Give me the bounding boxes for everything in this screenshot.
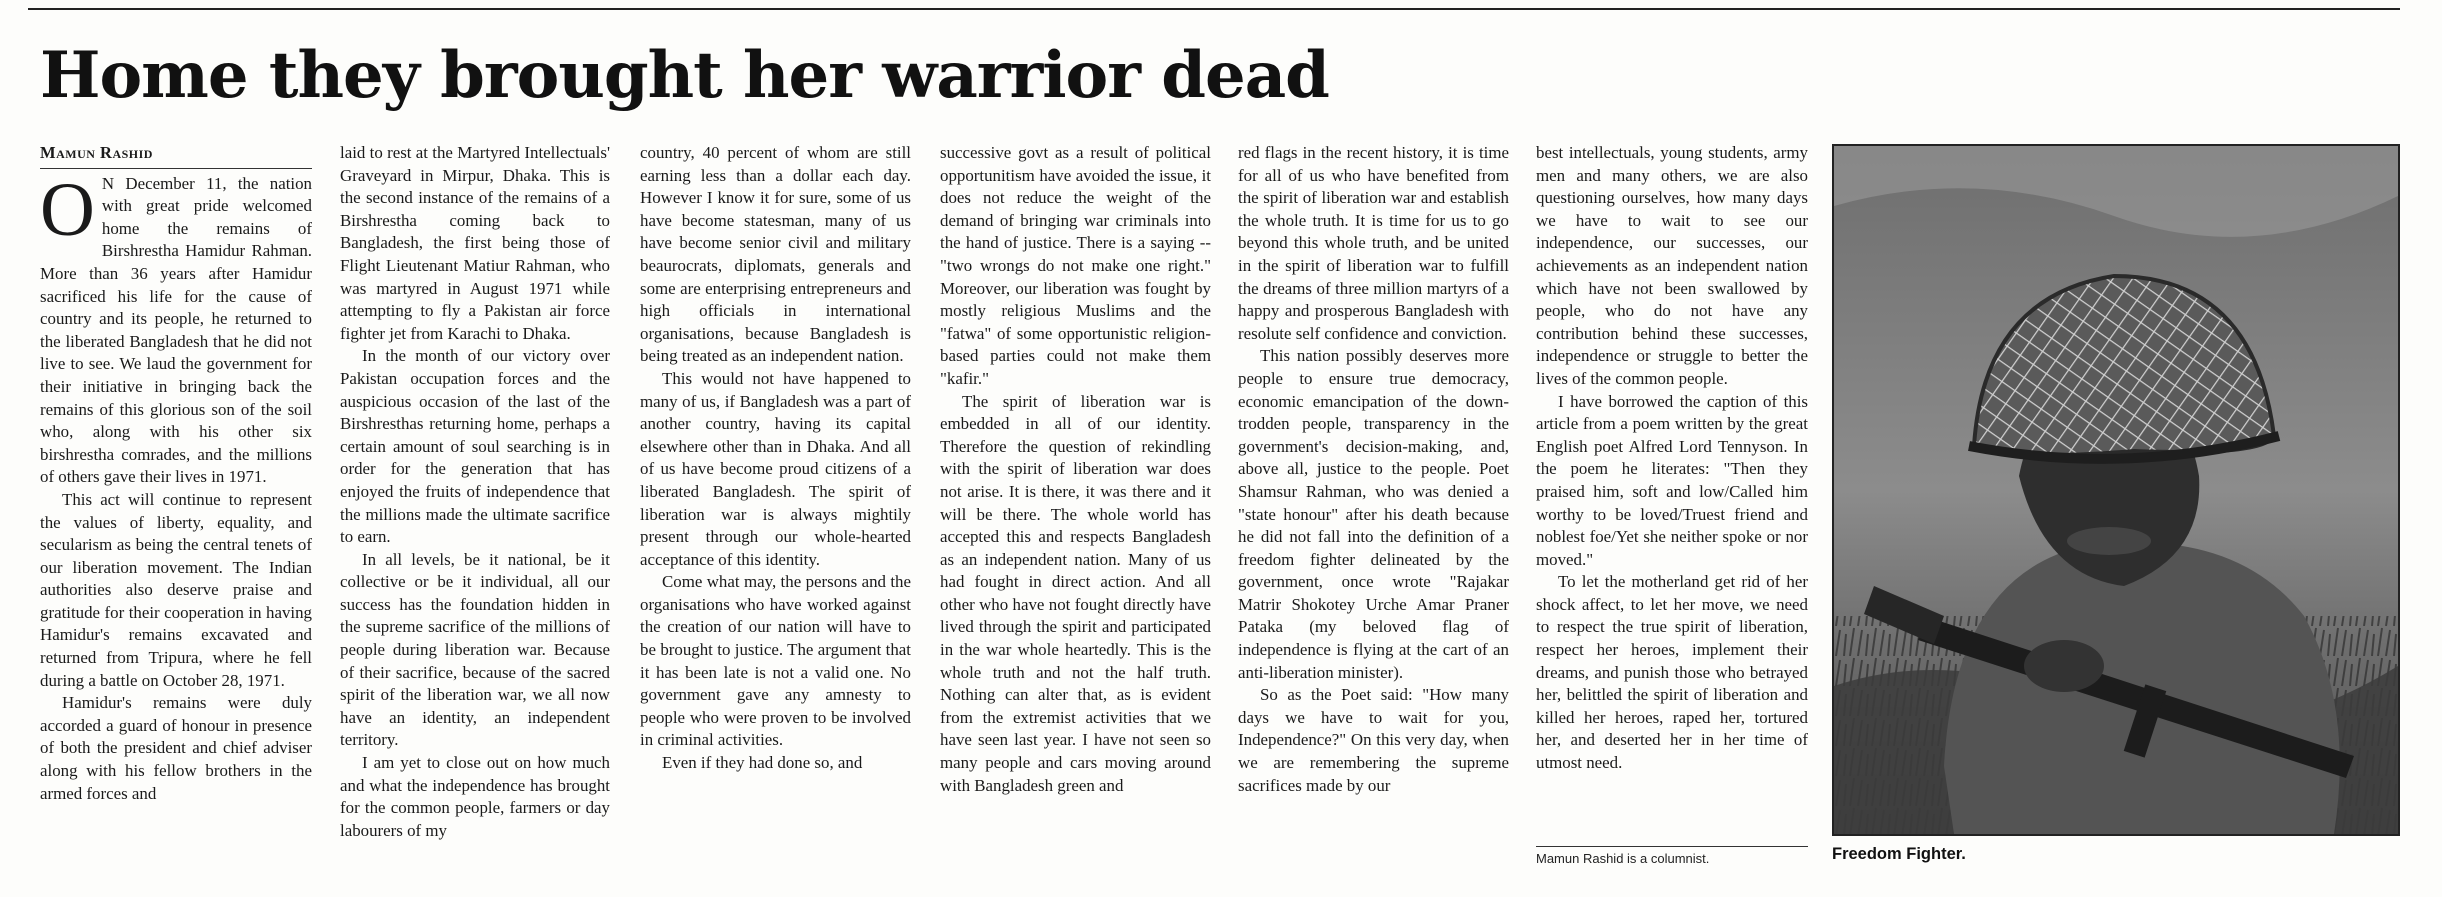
headline: Home they brought her warrior dead xyxy=(40,38,1329,113)
paragraph: In all levels, be it national, be it collective or be it individual, all our success has the foundation hidden in the supreme sacrifice of the millions of people during liberation war. Because of their sacrifice, because of the sacred spirit of the liberation war, we all now have an identity, an independent territory. xyxy=(340,549,610,750)
paragraph: Even if they had done so, and xyxy=(662,753,863,773)
article-column-5 xyxy=(1238,142,1509,797)
top-rule xyxy=(28,8,2400,10)
soldier-illustration xyxy=(1834,146,2398,834)
article-column-2 xyxy=(340,142,610,842)
byline: Mamun Rashid xyxy=(40,142,312,169)
paragraph: I am yet to close out on how much and what the independence has brought for the common people, farmers or day labourers of my xyxy=(340,753,610,840)
paragraph: Hamidur's remains were duly accorded a guard of honour in presence of both the president and chief adviser along with his fellow brothers in the armed forces and xyxy=(40,693,312,803)
paragraph: This nation possibly deserves more people to ensure true democracy, economic emancipation of the down-trodden people, transparency in the government's decision-making, and, above all, justice to the people. Poet Shamsur Rahman, who was denied a "state honour" after his death because he did not fall into the definition of a freedom fighter delineated by the government, once wrote "Rajakar Matrir Shokotey Urche Amar Praner Pataka (my beloved flag of independence is flying at the cart of an anti-liberation minister). xyxy=(1238,346,1509,682)
paragraph: best intellectuals, young students, army men and many others, we are also questioning ourselves, how many days we have to wait to see our independence, our successes, our achievements as an independent nation which have not been swallowed by people, who do not have any contribution behind these successes, independence or struggle to better the lives of the common people. xyxy=(1536,143,1808,388)
paragraph: I have borrowed the caption of this article from a poem written by the great English poet Alfred Lord Tennyson. In the poem he literates: "Then they praised him, soft and low/Called him worthy to be loved/Truest friend and noblest foe/Yet she neither spoke or nor moved." xyxy=(1536,391,1808,569)
lead-paragraph xyxy=(40,167,312,489)
article-column-3 xyxy=(640,142,911,775)
article-column-6 xyxy=(1536,142,1808,775)
paragraph: laid to rest at the Martyred Intellectuals' Graveyard in Mirpur, Dhaka. This is the second instance of the remains of a Birshrestha coming back to Bangladesh, the first being those of Flight Lieutenant Matiur Rahman, who was martyred in August 1971 while attempting to fly a Pakistan air force fighter jet from Karachi to Dhaka. xyxy=(340,143,610,343)
paragraph: So as the Poet said: "How many days we have to wait for you, Independence?" On this very day, when we are remembering the supreme sacrifices made by our xyxy=(1238,685,1509,795)
paragraph: To let the motherland get rid of her shock affect, to let her move, we need to respect the true spirit of liberation, respect her heroes, implement their dreams, and punish those who betrayed her, belittled the spirit of liberation and killed her heroes, raped her, tortured her, and deserted her in her time of utmost need. xyxy=(1536,572,1808,773)
freedom-fighter-photo xyxy=(1832,144,2400,836)
article-column-4 xyxy=(940,142,1211,797)
article-column-1 xyxy=(40,142,312,805)
paragraph: successive govt as a result of political opportunitism have avoided the issue, it does not reduce the weight of the demand of bringing war criminals into the hand of justice. There is a saying -- "two wrongs do not make one right." Moreover, our liberation was fought by mostly religious Muslims and the "fatwa" of some opportunistic religion-based parties could not make them "kafir." xyxy=(940,143,1211,388)
paragraph: red flags in the recent history, it is time for all of us who have benefited from the spirit of liberation war and establish the whole truth. It is time for us to go beyond this whole truth, and be united in the spirit of liberation war to fulfill the dreams of three million martyrs of a happy and prosperous Bangladesh with resolute self confidence and conviction. xyxy=(1238,143,1509,343)
paragraph: country, 40 percent of whom are still earning less than a dollar each day. However I know it for sure, some of us have become statesman, many of us have become senior civil and military beaurocrats, diplomats, generals and some are enterprising entrepreneurs and high officials in international organisations, because Bangladesh is being treated as an independent nation. xyxy=(640,143,911,366)
paragraph-text: N December 11, the nation with great pride welcomed home the remains of Birshrestha Hamidur Rahman. More than 36 years after Hamidur sacrificed his life for the cause of country and its people, he returned to the liberated Bangladesh that he did not live to see. We laud the government for their initiative in bringing back the remains of this glorious son of the soil who, along with his other six birshrestha comrades, and the millions of others gave their lives in 1971. xyxy=(40,173,312,487)
paragraph: In the month of our victory over Pakistan occupation forces and the auspicious occasion of the last of the Birshresthas returning home, perhaps a certain amount of soul searching is in order for the generation that has enjoyed the fruits of independence that the millions made the ultimate sacrifice to earn. xyxy=(340,346,610,547)
photo-caption: Freedom Fighter. xyxy=(1832,845,1966,863)
drop-cap: O xyxy=(40,167,95,252)
paragraph: This act will continue to represent the values of liberty, equality, and secularism as being the central tenets of our liberation movement. The Indian authorities also deserve praise and gratitude for their cooperation in having Hamidur's remains excavated and returned from Tripura, where he fell during a battle on October 28, 1971. xyxy=(40,489,312,690)
author-note: Mamun Rashid is a columnist. xyxy=(1536,846,1808,866)
paragraph: Come what may, the persons and the organisations who have worked against the creation of our nation will have to be brought to justice. The argument that it has been late is not a valid one. No government gave any amnesty to people who were proven to be involved in criminal activities. xyxy=(640,572,911,750)
paragraph: This would not have happened to many of us, if Bangladesh was a part of another country, having its capital elsewhere other than in Dhaka. And all of us have become proud citizens of a liberated Bangladesh. The spirit of liberation war is always mightily present through our whole-hearted acceptance of this identity. xyxy=(640,368,911,569)
paragraph: The spirit of liberation war is embedded in all of our identity. Therefore the question of rekindling with the spirit of liberation war does not arise. It is there, it was there and it will be there. The whole world has accepted this and respects Bangladesh as an independent nation. Many of us had fought in direct action. And all other who have not fought directly have lived through the spirit and participated in the war whole heartedly. This is the whole truth and not the half truth. Nothing can alter that, as is evident from the extremist activities that we have seen last year. I have not seen so many people and cars moving around with Bangladesh green and xyxy=(940,391,1211,795)
